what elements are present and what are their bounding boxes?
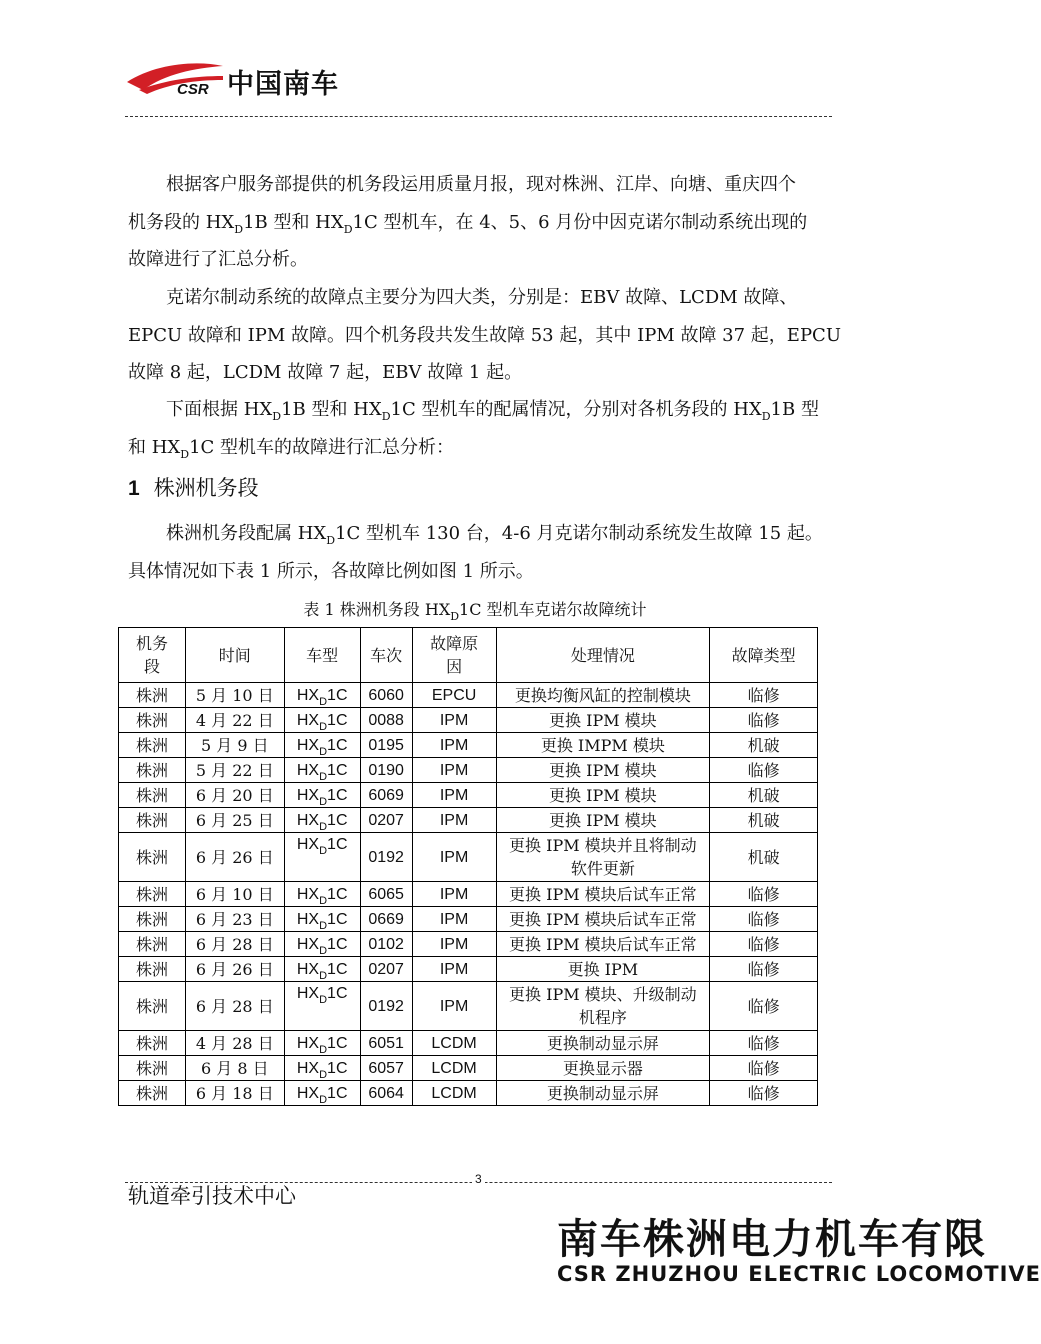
cell-handling bbox=[496, 882, 710, 907]
csr-swoosh-icon bbox=[125, 60, 225, 98]
logo-name: 中国南车 bbox=[227, 69, 339, 100]
p3-sub-3: D bbox=[761, 410, 771, 423]
handling-line1: 更换 IPM 模块 bbox=[549, 760, 657, 780]
cell-depot: 株洲 bbox=[119, 907, 186, 932]
p3-line1-c: 1B 型和 HX bbox=[281, 399, 382, 420]
table-row bbox=[119, 1056, 818, 1081]
cell-type: 临修 bbox=[710, 907, 818, 932]
cell-depot: 株洲 bbox=[119, 833, 186, 882]
model-suffix: 1C bbox=[327, 885, 348, 903]
paragraph-intro bbox=[128, 166, 834, 279]
handling-line1: 更换 IPM 模块后试车正常 bbox=[509, 934, 697, 954]
table-row bbox=[119, 932, 818, 957]
model-sub: D bbox=[319, 745, 328, 758]
p4-line1-a: 株洲机务段配属 HX bbox=[166, 523, 327, 544]
cell-handling bbox=[496, 1056, 710, 1081]
cell-type: 临修 bbox=[710, 1056, 818, 1081]
p2-line1: 克诺尔制动系统的故障点主要分为四大类，分别是：EBV 故障、LCDM 故障、 bbox=[166, 287, 798, 308]
model-sub: D bbox=[319, 820, 328, 833]
cell-number: 0669 bbox=[360, 907, 412, 932]
model-suffix: 1C bbox=[327, 761, 348, 779]
p1-line3: 故障进行了汇总分析。 bbox=[128, 249, 308, 270]
cell-model bbox=[284, 982, 360, 1031]
p1-line2-a: 机务段的 HX bbox=[128, 211, 235, 233]
cell-type: 临修 bbox=[710, 882, 818, 907]
table-row bbox=[119, 833, 818, 882]
table-row bbox=[119, 708, 818, 733]
handling-line1: 更换 IPM 模块 bbox=[549, 785, 657, 805]
cell-cause: IPM bbox=[412, 758, 496, 783]
cell-handling bbox=[496, 758, 710, 783]
header-cause-line1: 故障原 bbox=[430, 634, 479, 653]
p3-line1-g: 1B 型 bbox=[770, 399, 819, 420]
handling-line1: 更换 IPM 模块 bbox=[549, 810, 657, 830]
section-heading bbox=[128, 472, 259, 502]
cell-depot: 株洲 bbox=[119, 683, 186, 708]
header-cause bbox=[412, 628, 496, 683]
cell-cause: IPM bbox=[412, 783, 496, 808]
cell-cause: IPM bbox=[412, 833, 496, 882]
cell-depot: 株洲 bbox=[119, 957, 186, 982]
cell-handling bbox=[496, 907, 710, 932]
cell-time: 4 月 28 日 bbox=[185, 1031, 284, 1056]
paragraph-analysis-plan bbox=[128, 391, 834, 466]
model-sub: D bbox=[319, 1068, 328, 1081]
paragraph-zhuzhou bbox=[128, 515, 834, 590]
handling-line1: 更换显示器 bbox=[562, 1058, 643, 1078]
cell-time: 4 月 22 日 bbox=[185, 708, 284, 733]
model-prefix: HX bbox=[296, 786, 320, 804]
cell-cause: LCDM bbox=[412, 1031, 496, 1056]
cell-handling bbox=[496, 783, 710, 808]
paragraph-fault-categories bbox=[128, 279, 841, 392]
cell-number: 6051 bbox=[360, 1031, 412, 1056]
cell-type: 临修 bbox=[710, 1031, 818, 1056]
cell-cause: EPCU bbox=[412, 683, 496, 708]
model-sub: D bbox=[319, 1043, 328, 1056]
cell-number: 0190 bbox=[360, 758, 412, 783]
cell-handling bbox=[496, 808, 710, 833]
model-prefix: HX bbox=[296, 985, 320, 1002]
p3-sub-4: D bbox=[180, 447, 190, 461]
cell-cause: IPM bbox=[412, 708, 496, 733]
header-rule bbox=[125, 116, 832, 117]
p2-line3: 故障 8 起，LCDM 故障 7 起，EBV 故障 1 起。 bbox=[128, 362, 523, 383]
p1-sub-2: D bbox=[343, 222, 353, 236]
cell-type: 机破 bbox=[710, 808, 818, 833]
header-depot bbox=[119, 628, 186, 683]
cell-type: 临修 bbox=[710, 708, 818, 733]
model-sub: D bbox=[319, 1093, 328, 1106]
cell-time: 6 月 23 日 bbox=[185, 907, 284, 932]
cell-type: 临修 bbox=[710, 957, 818, 982]
cell-handling bbox=[496, 957, 710, 982]
cell-number: 0195 bbox=[360, 733, 412, 758]
cell-number: 6065 bbox=[360, 882, 412, 907]
handling-line1: 更换 IPM 模块后试车正常 bbox=[509, 909, 697, 929]
page-number: 3 bbox=[472, 1172, 485, 1186]
handling-line1: 更换 IPM 模块、升级制动 bbox=[509, 985, 697, 1004]
cell-number: 0207 bbox=[360, 808, 412, 833]
model-sub: D bbox=[319, 845, 328, 857]
header-depot-line1: 机务 bbox=[135, 634, 168, 653]
model-sub: D bbox=[319, 795, 328, 808]
cell-model bbox=[284, 1081, 360, 1106]
fault-table bbox=[118, 627, 818, 1106]
cell-type: 机破 bbox=[710, 733, 818, 758]
model-suffix: 1C bbox=[327, 811, 348, 829]
cell-time: 5 月 10 日 bbox=[185, 683, 284, 708]
p3-line1-a: 下面根据 HX bbox=[166, 399, 273, 420]
model-prefix: HX bbox=[296, 836, 320, 853]
cell-model bbox=[284, 783, 360, 808]
model-suffix: 1C bbox=[327, 985, 348, 1002]
cell-depot: 株洲 bbox=[119, 1081, 186, 1106]
handling-line1: 更换 IPM 模块并且将制动 bbox=[509, 836, 697, 855]
model-suffix: 1C bbox=[327, 736, 348, 754]
handling-line1: 更换均衡风缸的控制模块 bbox=[514, 685, 691, 705]
header-handling: 处理情况 bbox=[496, 628, 710, 683]
cell-number: 0088 bbox=[360, 708, 412, 733]
cell-depot: 株洲 bbox=[119, 982, 186, 1031]
caption-a: 表 1 株洲机务段 HX bbox=[303, 600, 451, 619]
p4-line1-c: 1C 型机车 130 台，4-6 月克诺尔制动系统发生故障 15 起。 bbox=[335, 523, 823, 544]
p1-line1: 根据客户服务部提供的机务段运用质量月报，现对株洲、江岸、向塘、重庆四个 bbox=[166, 174, 796, 195]
table-row bbox=[119, 683, 818, 708]
cell-type: 临修 bbox=[710, 683, 818, 708]
cell-time: 6 月 10 日 bbox=[185, 882, 284, 907]
p1-sub-1: D bbox=[234, 222, 244, 236]
model-prefix: HX bbox=[296, 960, 320, 978]
table-row bbox=[119, 808, 818, 833]
section-number: 1 bbox=[128, 477, 140, 500]
cell-handling bbox=[496, 1081, 710, 1106]
cell-depot: 株洲 bbox=[119, 1056, 186, 1081]
cell-handling bbox=[496, 932, 710, 957]
table-row bbox=[119, 758, 818, 783]
model-prefix: HX bbox=[296, 686, 320, 704]
cell-number: 6057 bbox=[360, 1056, 412, 1081]
handling-line1: 更换制动显示屏 bbox=[546, 1083, 659, 1103]
table-row bbox=[119, 982, 818, 1031]
cell-handling bbox=[496, 708, 710, 733]
model-suffix: 1C bbox=[327, 935, 348, 953]
model-sub: D bbox=[319, 969, 328, 982]
cell-handling bbox=[496, 733, 710, 758]
model-prefix: HX bbox=[296, 885, 320, 903]
handling-line2: 软件更新 bbox=[570, 859, 635, 878]
p1-line2-e: 1C 型机车，在 4、5、6 月份中因克诺尔制动系统出现的 bbox=[352, 211, 808, 233]
model-sub: D bbox=[319, 894, 328, 907]
table-row bbox=[119, 783, 818, 808]
table-row bbox=[119, 882, 818, 907]
p2-line2: EPCU 故障和 IPM 故障。四个机务段共发生故障 53 起，其中 IPM 故障 37 起，EPCU bbox=[128, 324, 841, 346]
cell-time: 6 月 28 日 bbox=[185, 932, 284, 957]
cell-time: 6 月 8 日 bbox=[185, 1056, 284, 1081]
p4-line2: 具体情况如下表 1 所示，各故障比例如图 1 所示。 bbox=[128, 560, 534, 582]
model-sub: D bbox=[319, 720, 328, 733]
cell-handling bbox=[496, 1031, 710, 1056]
cell-handling bbox=[496, 982, 710, 1031]
handling-line1: 更换 IPM bbox=[567, 959, 639, 979]
header-type: 故障类型 bbox=[710, 628, 818, 683]
model-sub: D bbox=[319, 994, 328, 1006]
cell-depot: 株洲 bbox=[119, 708, 186, 733]
model-suffix: 1C bbox=[327, 836, 348, 853]
header-number: 车次 bbox=[360, 628, 412, 683]
cell-number: 6069 bbox=[360, 783, 412, 808]
model-suffix: 1C bbox=[327, 1059, 348, 1077]
cell-type: 临修 bbox=[710, 932, 818, 957]
cell-number: 6064 bbox=[360, 1081, 412, 1106]
cell-depot: 株洲 bbox=[119, 733, 186, 758]
cell-cause: IPM bbox=[412, 957, 496, 982]
section-title: 株洲机务段 bbox=[153, 476, 259, 500]
cell-time: 6 月 26 日 bbox=[185, 833, 284, 882]
cell-depot: 株洲 bbox=[119, 783, 186, 808]
handling-line2: 机程序 bbox=[578, 1008, 627, 1027]
header-time: 时间 bbox=[185, 628, 284, 683]
cell-type: 机破 bbox=[710, 783, 818, 808]
cell-type: 机破 bbox=[710, 833, 818, 882]
model-sub: D bbox=[319, 919, 328, 932]
cell-number: 0192 bbox=[360, 833, 412, 882]
p1-line2-c: 1B 型和 HX bbox=[243, 211, 344, 233]
table-row bbox=[119, 1081, 818, 1106]
model-suffix: 1C bbox=[327, 711, 348, 729]
p3-line2-c: 1C 型机车的故障进行汇总分析： bbox=[189, 436, 455, 458]
cell-depot: 株洲 bbox=[119, 758, 186, 783]
footer-company-en: CSR ZHUZHOU ELECTRIC LOCOMOTIVE bbox=[557, 1262, 1041, 1286]
model-sub: D bbox=[319, 695, 328, 708]
handling-line1: 更换制动显示屏 bbox=[546, 1033, 659, 1053]
footer-department: 轨道牵引技术中心 bbox=[128, 1184, 296, 1208]
cell-time: 5 月 9 日 bbox=[185, 733, 284, 758]
cell-model bbox=[284, 1031, 360, 1056]
cell-model bbox=[284, 907, 360, 932]
table-row bbox=[119, 907, 818, 932]
model-prefix: HX bbox=[296, 736, 320, 754]
cell-number: 6060 bbox=[360, 683, 412, 708]
cell-model bbox=[284, 683, 360, 708]
model-suffix: 1C bbox=[327, 686, 348, 704]
header-depot-line2: 段 bbox=[143, 657, 160, 676]
table-row bbox=[119, 957, 818, 982]
p3-line2-a: 和 HX bbox=[128, 436, 181, 458]
model-prefix: HX bbox=[296, 910, 320, 928]
cell-depot: 株洲 bbox=[119, 1031, 186, 1056]
model-prefix: HX bbox=[296, 811, 320, 829]
caption-c: 1C 型机车克诺尔故障统计 bbox=[459, 600, 647, 619]
cell-model bbox=[284, 833, 360, 882]
header-model: 车型 bbox=[284, 628, 360, 683]
cell-cause: IPM bbox=[412, 808, 496, 833]
cell-model bbox=[284, 932, 360, 957]
logo-mark-text: CSR bbox=[177, 81, 209, 98]
model-prefix: HX bbox=[296, 711, 320, 729]
model-sub: D bbox=[319, 770, 328, 783]
cell-depot: 株洲 bbox=[119, 932, 186, 957]
header-cause-line2: 因 bbox=[446, 657, 463, 676]
cell-depot: 株洲 bbox=[119, 808, 186, 833]
table-caption bbox=[0, 597, 950, 623]
model-prefix: HX bbox=[296, 935, 320, 953]
cell-cause: IPM bbox=[412, 932, 496, 957]
model-suffix: 1C bbox=[327, 960, 348, 978]
cell-time: 6 月 28 日 bbox=[185, 982, 284, 1031]
cell-cause: IPM bbox=[412, 907, 496, 932]
cell-handling bbox=[496, 683, 710, 708]
model-suffix: 1C bbox=[327, 1034, 348, 1052]
cell-cause: IPM bbox=[412, 982, 496, 1031]
p3-sub-2: D bbox=[381, 410, 391, 423]
table-body bbox=[119, 683, 818, 1106]
cell-model bbox=[284, 758, 360, 783]
handling-line1: 更换 IPM 模块后试车正常 bbox=[509, 884, 697, 904]
model-prefix: HX bbox=[296, 1059, 320, 1077]
model-suffix: 1C bbox=[327, 1084, 348, 1102]
p3-line1-e: 1C 型机车的配属情况，分别对各机务段的 HX bbox=[390, 399, 762, 420]
cell-time: 6 月 26 日 bbox=[185, 957, 284, 982]
handling-line1: 更换 IMPM 模块 bbox=[540, 735, 665, 755]
model-prefix: HX bbox=[296, 761, 320, 779]
cell-cause: LCDM bbox=[412, 1081, 496, 1106]
company-logo bbox=[125, 60, 355, 100]
cell-model bbox=[284, 708, 360, 733]
cell-type: 临修 bbox=[710, 982, 818, 1031]
cell-model bbox=[284, 1056, 360, 1081]
cell-time: 6 月 18 日 bbox=[185, 1081, 284, 1106]
table-header-row bbox=[119, 628, 818, 683]
p3-sub-1: D bbox=[272, 410, 282, 423]
handling-line1: 更换 IPM 模块 bbox=[549, 710, 657, 730]
model-prefix: HX bbox=[296, 1084, 320, 1102]
cell-cause: IPM bbox=[412, 733, 496, 758]
cell-time: 5 月 22 日 bbox=[185, 758, 284, 783]
cell-model bbox=[284, 733, 360, 758]
model-prefix: HX bbox=[296, 1034, 320, 1052]
cell-cause: IPM bbox=[412, 882, 496, 907]
model-suffix: 1C bbox=[327, 786, 348, 804]
p4-sub-1: D bbox=[326, 534, 336, 547]
cell-time: 6 月 20 日 bbox=[185, 783, 284, 808]
cell-type: 临修 bbox=[710, 758, 818, 783]
model-suffix: 1C bbox=[327, 910, 348, 928]
cell-cause: LCDM bbox=[412, 1056, 496, 1081]
cell-time: 6 月 25 日 bbox=[185, 808, 284, 833]
cell-number: 0102 bbox=[360, 932, 412, 957]
cell-depot: 株洲 bbox=[119, 882, 186, 907]
cell-model bbox=[284, 882, 360, 907]
caption-sub: D bbox=[450, 610, 460, 623]
table-row bbox=[119, 1031, 818, 1056]
cell-number: 0192 bbox=[360, 982, 412, 1031]
model-sub: D bbox=[319, 944, 328, 957]
cell-model bbox=[284, 957, 360, 982]
cell-handling bbox=[496, 833, 710, 882]
cell-type: 临修 bbox=[710, 1081, 818, 1106]
footer-company-cn: 南车株洲电力机车有限 bbox=[557, 1215, 987, 1263]
table-row bbox=[119, 733, 818, 758]
cell-model bbox=[284, 808, 360, 833]
cell-number: 0207 bbox=[360, 957, 412, 982]
